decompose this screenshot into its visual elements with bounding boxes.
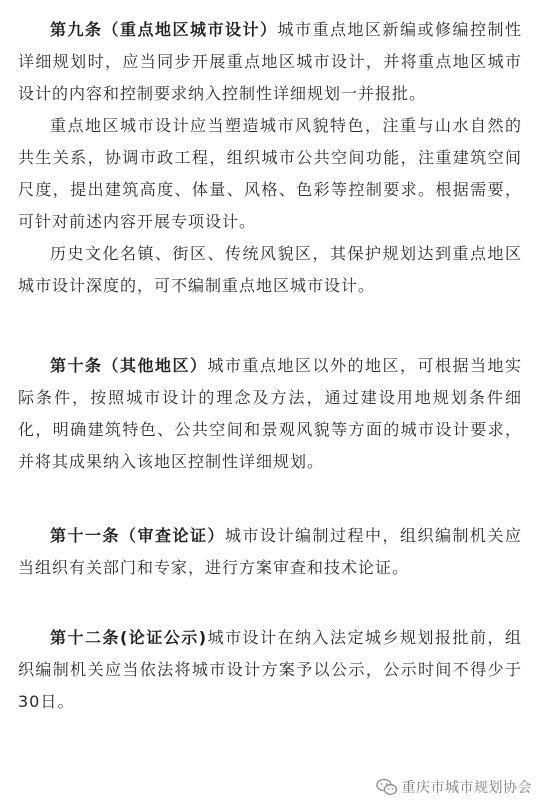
article-12 bbox=[18, 622, 522, 718]
article-12-paragraph-1 bbox=[18, 622, 522, 718]
article-9-paragraph-2: 重点地区城市设计应当塑造城市风貌特色，注重与山水自然的共生关系，协调市政工程，组织城市公共空间功能，注重建筑空间尺度，提出建筑高度、体量、风格、色彩等控制要求。根据需要，可针对前述内容开展专项设计。 bbox=[18, 116, 522, 231]
wechat-icon bbox=[376, 778, 398, 796]
article-9-paragraph-3: 历史文化名镇、街区、传统风貌区，其保护规划达到重点地区城市设计深度的，可不编制重点地区城市设计。 bbox=[18, 244, 522, 295]
article-10-paragraph-1 bbox=[18, 350, 522, 478]
article-11 bbox=[18, 520, 522, 584]
article-9-paragraph-1 bbox=[18, 14, 522, 110]
article-10-heading: 第十条（其他地区） bbox=[50, 356, 208, 375]
article-10 bbox=[18, 350, 522, 478]
article-11-paragraph-1 bbox=[18, 520, 522, 584]
article-9 bbox=[18, 14, 522, 302]
article-10-body-1: 城市重点地区以外的地区，可根据当地实际条件，按照城市设计的理念及方法，通过建设用地规划条件细化，明确建筑特色、公共空间和景观风貌等方面的城市设计要求，并将其成果纳入该地区控制性详细规划。 bbox=[18, 356, 522, 471]
article-11-body-1: 城市设计编制过程中，组织编制机关应当组织有关部门和专家，进行方案审查和技术论证。 bbox=[18, 526, 522, 577]
article-9-body-1: 城市重点地区新编或修编控制性详细规划时，应当同步开展重点地区城市设计，并将重点地区城市设计的内容和控制要求纳入控制性详细规划一并报批。 bbox=[18, 20, 522, 103]
watermark bbox=[376, 775, 533, 799]
article-11-heading: 第十一条（审查论证） bbox=[50, 526, 225, 545]
article-9-heading: 第九条（重点地区城市设计） bbox=[50, 20, 278, 39]
article-12-body-1: 城市设计在纳入法定城乡规划报批前，组织编制机关应当依法将城市设计方案予以公示，公示时间不得少于30日。 bbox=[18, 628, 522, 711]
watermark-text: 重庆市城市规划协会 bbox=[401, 780, 532, 796]
article-12-heading: 第十二条(论证公示) bbox=[50, 628, 208, 647]
